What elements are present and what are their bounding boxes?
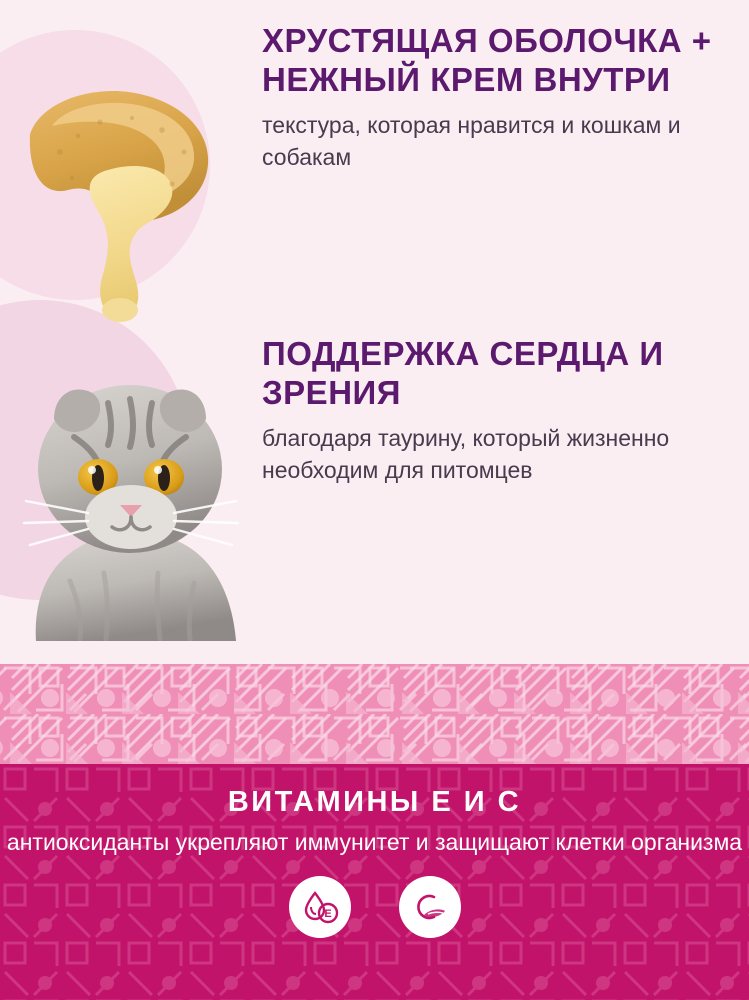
badge-row [0,876,749,938]
heart-vision-subline: благодаря таурину, который жизненно необходим для питомцев [262,424,670,483]
vitamin-c-icon [399,876,461,938]
crispy-shell-text [262,22,749,173]
vitamins-panel [0,764,749,1000]
vitamins-subtitle: антиоксиданты укрепляют иммунитет и защищают клетки организма [6,829,743,855]
pastry-visual [0,22,262,332]
vitamins-content [0,764,749,938]
pastry-with-cream-photo [12,74,242,324]
decorative-pattern-band [0,664,749,764]
cat-visual [0,335,262,650]
heart-vision-headline: ПОДДЕРЖКА СЕРДЦА И ЗРЕНИЯ [262,335,664,411]
vitamins-title: ВИТАМИНЫ Е И С [227,786,522,818]
crispy-shell-subline: текстура, которая нравится и кошкам и собакам [262,111,681,170]
crispy-shell-headline: ХРУСТЯЩАЯ ОБОЛОЧКА + НЕЖНЫЙ КРЕМ ВНУТРИ [262,22,712,98]
scottish-fold-cat-photo [8,341,258,641]
svg-text:E: E [323,908,332,921]
feature-block-heart-vision [0,335,749,650]
heart-vision-text [262,335,749,486]
vitamin-e-drop-icon [289,876,351,938]
feature-block-crispy-shell [0,22,749,332]
